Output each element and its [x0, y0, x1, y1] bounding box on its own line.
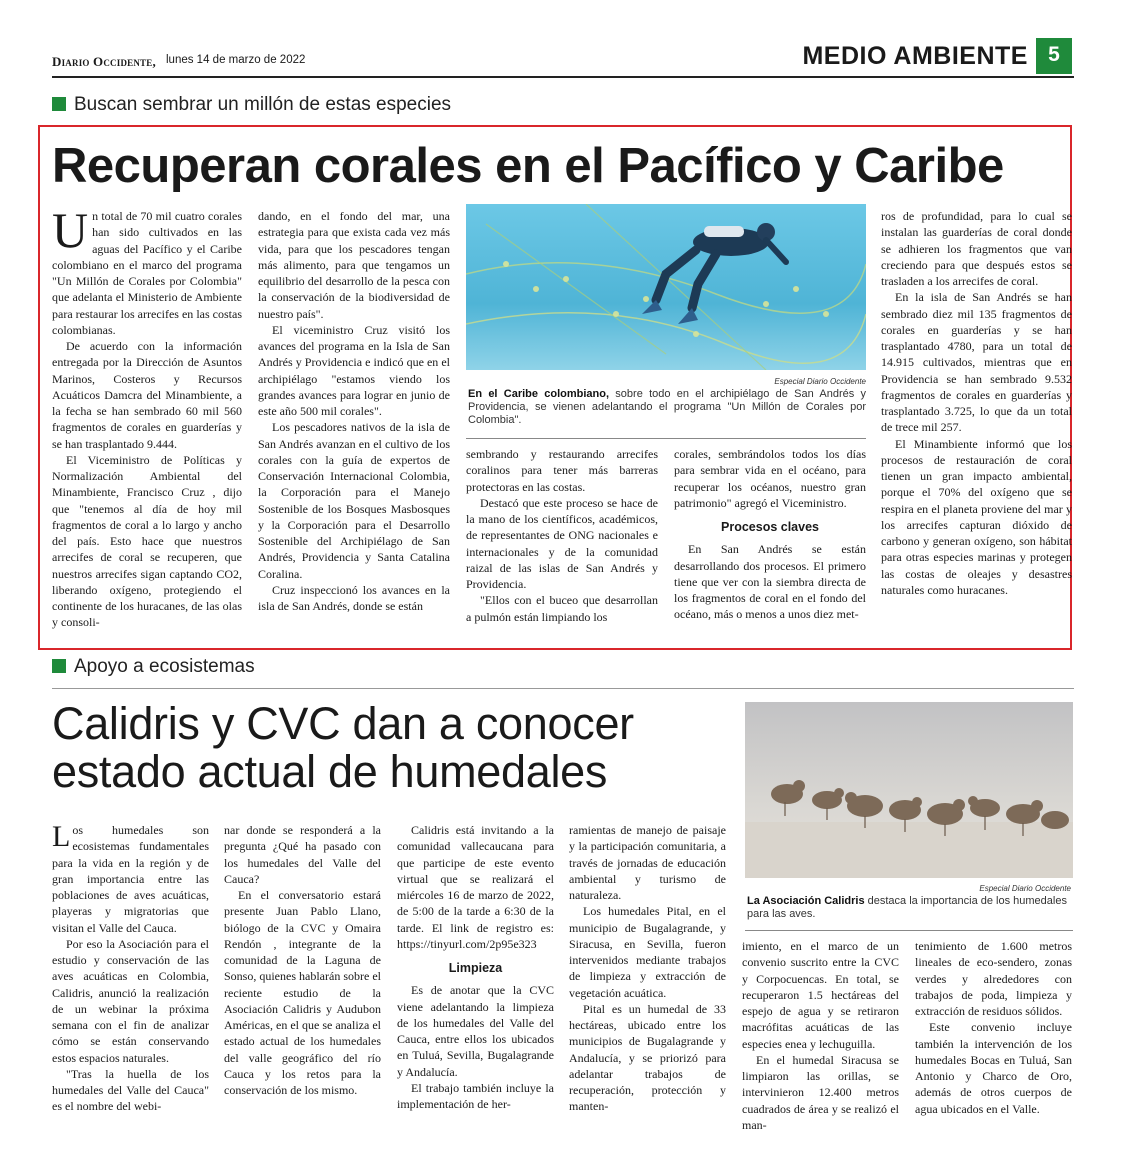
paragraph: Pital es un humedal de 33 hectáreas, ubicado entre los municipios de Bugalagrande y Andalucía, y se priorizó para adelantar trabajos de recuperación, protección y manten-: [569, 1001, 726, 1114]
drop-cap: L: [52, 820, 71, 853]
kicker-text: Apoyo a ecosistemas: [74, 656, 255, 677]
paragraph: nar donde se responderá a la pregunta ¿Qué ha pasado con los humedales del Valle del Cauca?: [224, 823, 381, 886]
section-title: MEDIO AMBIENTE: [802, 42, 1028, 70]
paragraph: sembrando y restaurando arrecifes coralinos para tener más barreras protectoras en las costas.: [466, 447, 658, 494]
paragraph: Cruz inspeccionó los avances en la isla de San Andrés, donde se están: [258, 582, 450, 613]
paragraph: Este convenio incluye también la intervención de los humedales Bocas en Tuluá, San Antonio y Charco de Oro, además de otros cuerpos de agua ubicados en el Valle.: [915, 1020, 1072, 1116]
paragraph: El Minambiente informó que los procesos de restauración de coral tienen un gran impacto ambiental, porque el 70% del oxígeno que se respira en el planeta proviene del mar y los arrecifes capturan dióxido de carbono y generan oxígeno, son hábitat para otras especies marinas y protegen las costas de oleajes y desastres naturales como huracanes.: [881, 436, 1072, 597]
article2-column-1: [52, 822, 209, 1115]
shorebirds-illustration: [745, 702, 1073, 878]
paragraph: imiento, en el marco de un convenio suscrito entre la CVC y Corpocuencas. En total, se recuperaron 1.5 hectáreas del espejo de agua y se retiraron macrófitas acuáticas de las especies enea y lechuguilla.: [742, 939, 899, 1051]
kicker-rule: [52, 688, 1074, 689]
masthead-rule: [52, 76, 1074, 78]
diver-illustration: [466, 204, 866, 370]
caption-text: sobre todo en el archipiélago de San Andrés y Providencia, se vienen adelantando el programa "Un Millón de Corales por Colombia".: [468, 388, 866, 426]
article2-kicker: [52, 656, 255, 678]
subhead: Procesos claves: [721, 520, 819, 534]
shorebirds-photo: [745, 702, 1073, 878]
article1-headline: Recuperan corales en el Pacífico y Caribe: [52, 139, 1004, 193]
caption-rule: [745, 930, 1073, 931]
article1-column-4: [674, 446, 866, 623]
paragraph: dando, en el fondo del mar, una estrategia para que exista cada vez más vida, para que los pescadores tengan más alimento, para que tengamos un equilibrio del desarrollo de la pesca con la conservación de la biodiversidad de nuestro país".: [258, 209, 450, 321]
paragraph: El trabajo también incluye la implementación de her-: [397, 1080, 554, 1111]
masthead: [52, 42, 1072, 76]
diver-coral-photo: [466, 204, 866, 370]
caption-lead: La Asociación Calidris: [747, 895, 865, 907]
paragraph: De acuerdo con la información entregada por la Dirección de Asuntos Marinos, Costeros y Recursos Acuáticos Damcra del Minambiente, a la fecha se han sembrado 60 mil 560 fragmentos de corales en guarderías y se han trasplantado 9.444.: [52, 339, 242, 451]
article2-column-3: [397, 822, 554, 1112]
caption-text: destaca la importancia de los humedales para las aves.: [747, 895, 1067, 920]
paragraph: ros de profundidad, para lo cual se instalan las guarderías de coral donde se adhieren los fragmentos que van creciendo para que después estos se trasladen a los arrecifes de coral.: [881, 209, 1072, 288]
paragraph: En el conversatorio estará presente Juan Pablo Llano, biólogo de la CVC y Omaira Rendón , integrante de la comunidad de la Laguna de Sonso, quienes hablarán sobre el reciente estudio de la Asociación Calidris y Audubon Américas, en el que se analiza el estado actual de los humedales del valle geográfico del río Cauca y los retos para la conservación de los mismo.: [224, 888, 381, 1097]
article1-column-5: [881, 208, 1072, 598]
paragraph: Calidris está invitando a la comunidad vallecaucana para que participe de este evento virtual que se realizará el miércoles 16 de marzo de 2022, de 5:00 de la tarde a 6:30 de la tarde. El link de registro es: https://tinyurl.com/2p95e323: [397, 823, 554, 951]
paragraph: tenimiento de 1.600 metros lineales de eco-sendero, zonas verdes y alrededores con trabajos de poda, limpieza y extracción de residuos sólidos.: [915, 939, 1072, 1018]
paragraph: "Tras la huella de los humedales del Valle del Cauca" es el nombre del webi-: [52, 1066, 209, 1114]
subhead: Limpieza: [448, 961, 503, 975]
kicker-text: Buscan sembrar un millón de estas especies: [74, 94, 452, 115]
paragraph: En la isla de San Andrés se han sembrado diez mil 135 fragmentos de corales en guarderías y se han trasplantado 4780, para un total de 14.915 cultivados, mientras que en Providencia se han sembrado 9.532 fragmentos de corales en guarderías y trasplantado 3.725, lo que da un total de trece mil 257.: [881, 290, 1072, 435]
paragraph: En el humedal Siracusa se limpiaron las orillas, se intervinieron 12.400 metros cuadrados de área y se realizó el man-: [742, 1052, 899, 1132]
photo-credit: Especial Diario Occidente: [979, 884, 1071, 893]
article2-column-6: [915, 938, 1072, 1117]
paragraph: Es de anotar que la CVC viene adelantando la limpieza de los humedales del Valle del Cauca, entre ellos los ubicados en Tuluá, Sevilla, Bugalagrande y Andalucía.: [397, 983, 554, 1079]
paragraph: "Ellos con el buceo que desarrollan a pulmón están limpiando los: [466, 593, 658, 624]
paragraph: En San Andrés se están desarrollando dos procesos. El primero tiene que ver con la siembra directa de los fragmentos de coral en el fondo del océano, más o menos a unos diez met-: [674, 542, 866, 622]
paragraph: Los pescadores nativos de la isla de San Andrés avanzan en el cultivo de los corales con la guía de expertos de Conservación Internacional Colombia, la Corporación para el Manejo Sostenible de los Bosques Masbosques y la Corporación para el Desarrollo Sostenible del Archipiélago de San Andrés, Providencia y Santa Catalina Coralina.: [258, 420, 450, 581]
kicker-square-icon: [52, 659, 66, 673]
paragraph: Los humedales Pital, en el municipio de Bugalagrande, y Siracusa, en Sevilla, fueron intervenidos mediante trabajos de limpieza y extracción de vegetación acuática.: [569, 904, 726, 1000]
paragraph: El Viceministro de Políticas y Normalización Ambiental del Minambiente, Francisco Cruz , dijo que "tenemos al día de hoy mil fragmentos de coral a lo largo y ancho del país. Esto hace que nuestros arrecifes de coral se recuperen, que nuestros arrecifes sigan captando CO2, liberando oxígeno, protegiendo el continente de los huracanes, de las olas y consoli-: [52, 452, 242, 630]
caption-lead: En el Caribe colombiano,: [468, 388, 610, 400]
paragraph: corales, sembrándolos todos los días para sembrar vida en el océano, para recuperar los océanos, nuestro gran patrimonio" agregó el Viceministro.: [674, 447, 866, 510]
article1-kicker: [52, 94, 451, 116]
kicker-square-icon: [52, 97, 66, 111]
paragraph: El viceministro Cruz visitó los avances del programa en la Isla de San Andrés y Providencia e indicó que en el archipiélago "estamos viendo los grandes avances para lograr en junio de este año 500 mil corales".: [258, 322, 450, 418]
issue-date: lunes 14 de marzo de 2022: [166, 54, 306, 66]
paragraph: Por eso la Asociación para el estudio y conservación de las aves acuáticas en Colombia, Calidris, anunció la realización de un webinar la próxima semana con el fin de analizar cómo se están conservando estos espacios naturales.: [52, 936, 209, 1065]
drop-cap: U: [52, 202, 89, 258]
article1-column-1: [52, 202, 242, 631]
article1-column-2: [258, 208, 450, 614]
paragraph: Los humedales son ecosistemas fundamentales para la vida en la región y de gran importancia entre las poblaciones de aves acuáticas, playeras y migratorias que visitan el Valle del Cauca.: [52, 820, 209, 935]
caption-rule: [466, 438, 866, 439]
photo-caption: [468, 388, 866, 427]
page-number: 5: [1036, 38, 1072, 74]
article2-column-5: [742, 938, 899, 1133]
article2-column-4: [569, 822, 726, 1115]
article1-column-3: [466, 446, 658, 625]
photo-credit: Especial Diario Occidente: [774, 377, 866, 386]
article2-headline: Calidris y CVC dan a conocer estado actual de humedales: [52, 698, 634, 797]
paragraph: Destacó que este proceso se hace de la mano de los científicos, académicos, de representantes de ONG nacionales e internacionales y de la comunidad raizal de las islas de San Andrés y Providencia.: [466, 495, 658, 591]
article2-column-2: [224, 822, 381, 1098]
publication-name: Diario Occidente,: [52, 54, 156, 69]
paragraph: Un total de 70 mil cuatro corales han sido cultivados en las aguas del Pacífico y el Caribe colombiano en el marco del programa "Un Millón de Corales por Colombia" que adelanta el Ministerio de Ambiente para restaurar los arrecifes en las costas colombianas.: [52, 202, 242, 337]
paragraph: ramientas de manejo de paisaje y la participación comunitaria, a través de jornadas de educación ambiental y turismo de naturaleza.: [569, 823, 726, 902]
photo-caption: [747, 895, 1073, 921]
